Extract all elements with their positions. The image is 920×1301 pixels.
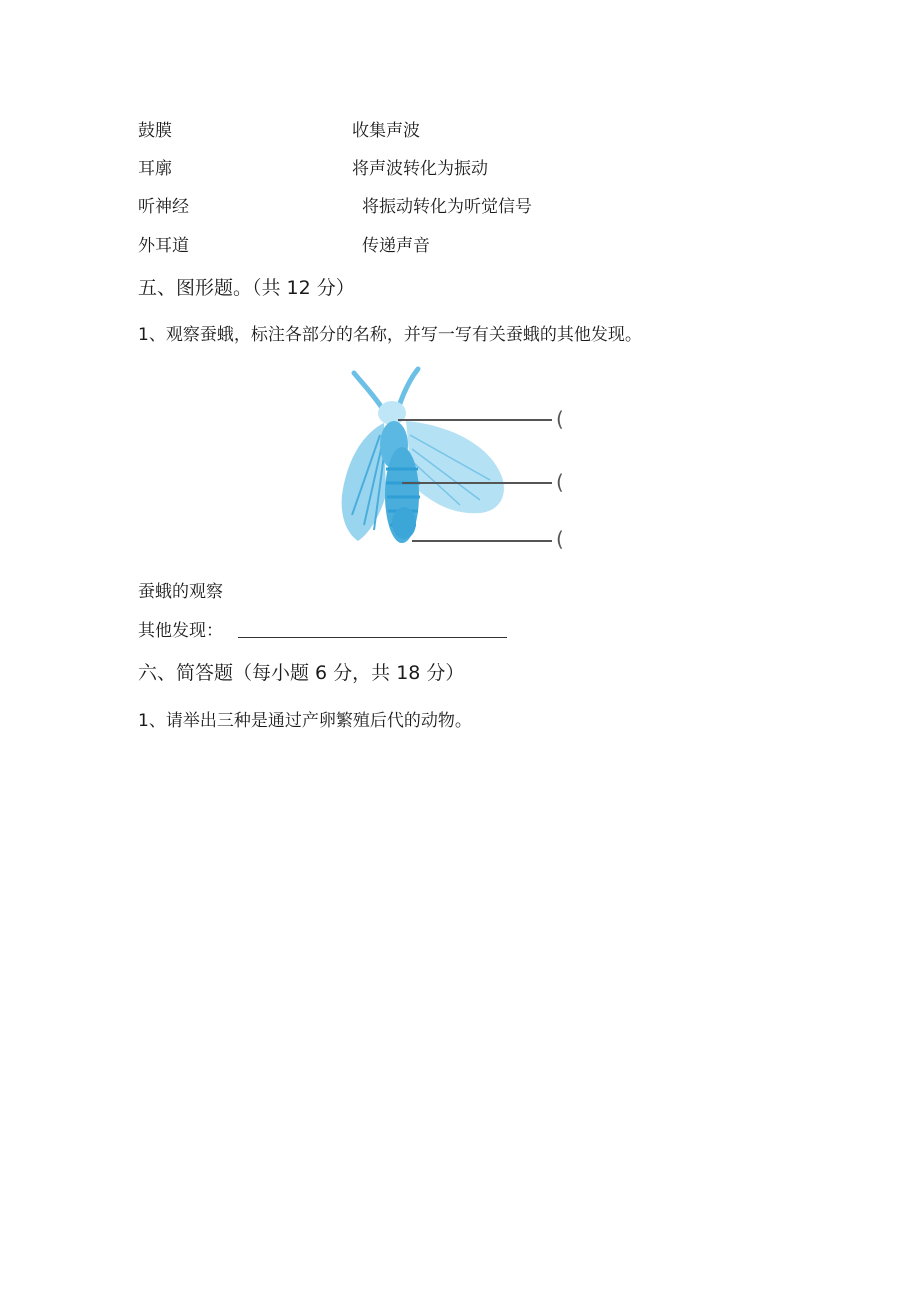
match-left-4: 外耳道 <box>138 236 189 256</box>
match-right-4: 传递声音 <box>362 236 430 256</box>
match-right-1: 收集声波 <box>352 121 420 141</box>
figure-caption: 蚕蛾的观察 <box>138 582 223 602</box>
match-right-2: 将声波转化为振动 <box>352 159 488 179</box>
moth-wing-right <box>406 421 504 513</box>
match-right-3: 将振动转化为听觉信号 <box>362 197 532 217</box>
section5-question-1: 1、观察蚕蛾，标注各部分的名称，并写一写有关蚕蛾的其他发现。 <box>138 325 642 345</box>
label-bracket-2: ( <box>556 470 564 494</box>
label-bracket-1: ( <box>556 407 564 431</box>
moth-antenna-right <box>398 369 418 409</box>
other-findings-answer-line[interactable] <box>238 637 507 638</box>
moth-antenna-left <box>354 373 384 411</box>
label-bracket-3: ( <box>556 527 564 551</box>
other-findings-label: 其他发现： <box>138 621 223 641</box>
section6-title: 六、简答题（每小题 6 分，共 18 分） <box>138 662 465 684</box>
silkmoth-figure <box>340 365 568 551</box>
match-left-1: 鼓膜 <box>138 121 172 141</box>
match-left-2: 耳廓 <box>138 159 172 179</box>
section5-title: 五、图形题。（共 12 分） <box>138 277 355 299</box>
section6-question-1: 1、请举出三种是通过产卵繁殖后代的动物。 <box>138 711 472 731</box>
match-left-3: 听神经 <box>138 197 189 217</box>
